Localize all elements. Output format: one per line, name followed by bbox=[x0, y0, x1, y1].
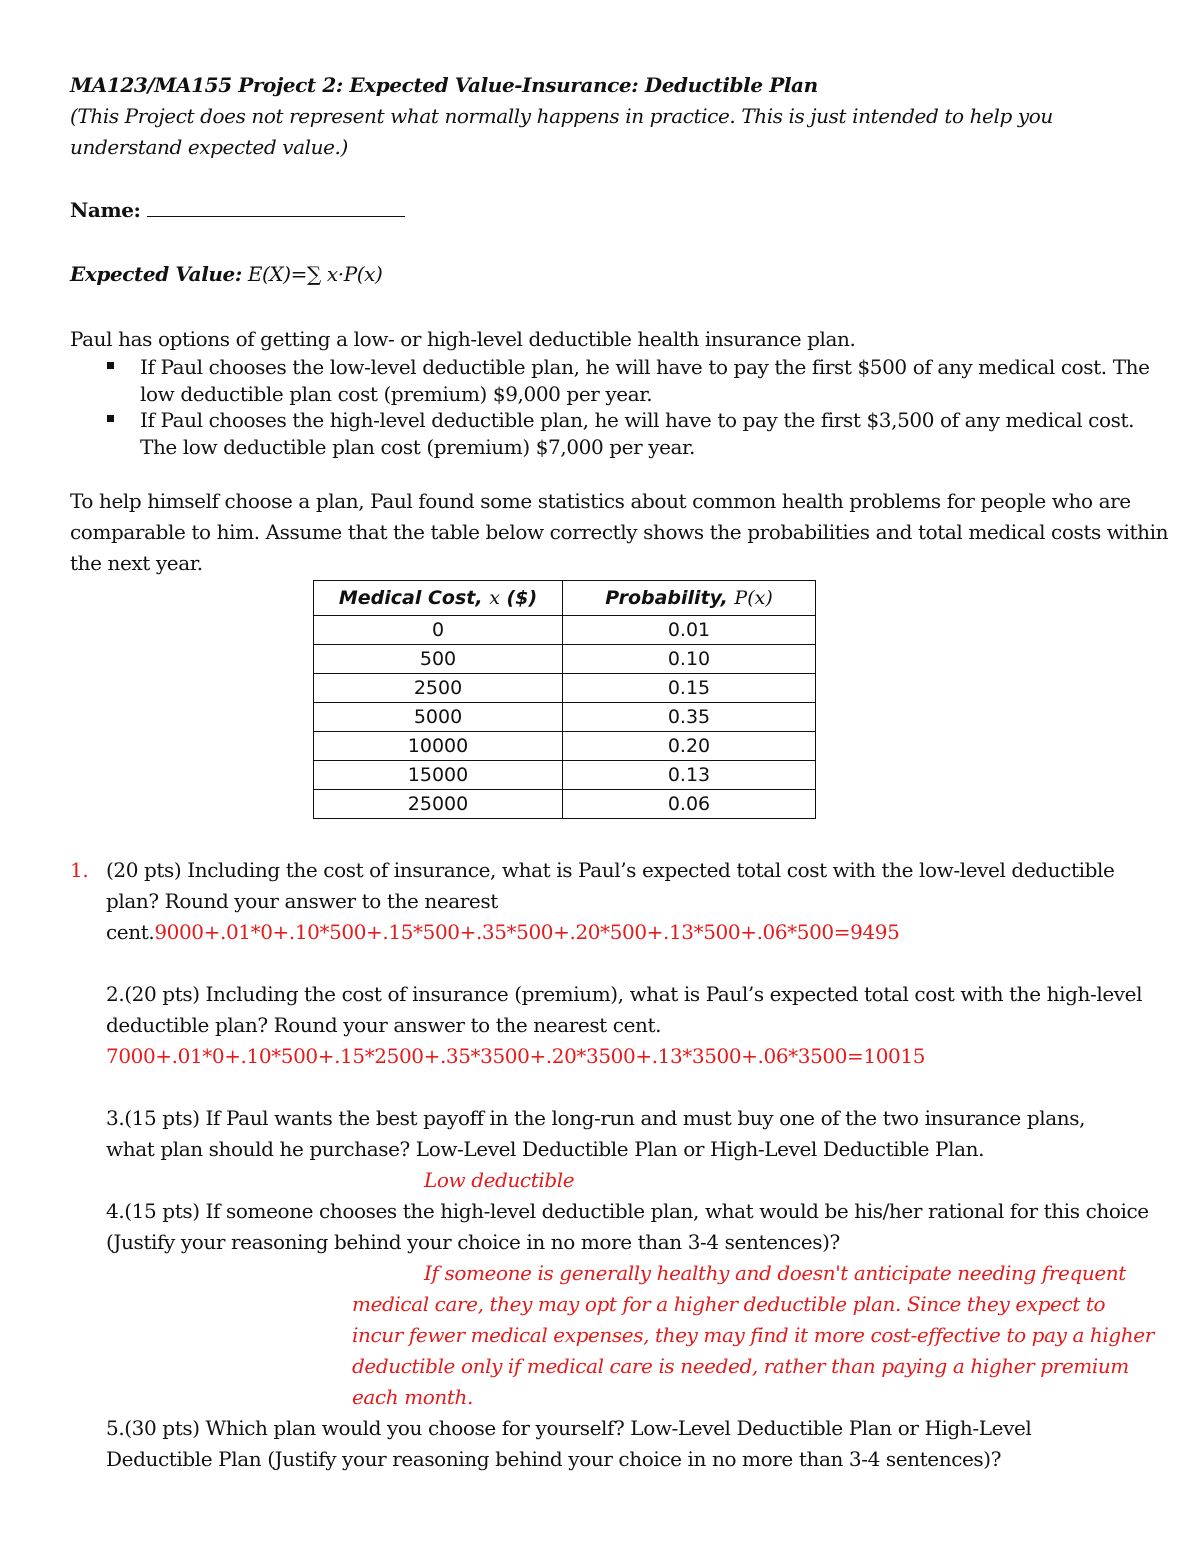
header-probability: Probability, P(x) bbox=[563, 581, 816, 616]
q3-line-1: 3.(15 pts) If Paul wants the best payoff in the long-run and must buy one of the two insurance plans, bbox=[106, 1106, 1086, 1130]
q4-answer-line-4: deductible only if medical care is needed, rather than paying a higher premium bbox=[352, 1354, 1129, 1378]
table-row bbox=[314, 616, 816, 645]
paragraph-line-2: comparable to him. Assume that the table below correctly shows the probabilities and total medical costs within bbox=[70, 520, 1169, 544]
probability-cell: 0.35 bbox=[563, 703, 816, 732]
cost-cell: 5000 bbox=[314, 703, 563, 732]
name-label: Name: bbox=[70, 198, 141, 222]
probability-cell: 0.20 bbox=[563, 732, 816, 761]
q4-answer-line-1: If someone is generally healthy and doesn't anticipate needing frequent bbox=[424, 1261, 1126, 1285]
expected-value-formula-line bbox=[70, 261, 382, 287]
expected-value-label: Expected Value: bbox=[70, 262, 242, 286]
header-medical-cost: Medical Cost, x ($) bbox=[314, 581, 563, 616]
name-field[interactable] bbox=[70, 197, 405, 223]
subtitle-line-1: (This Project does not represent what normally happens in practice. This is just intended to help you bbox=[70, 104, 1053, 128]
q1-line-1: (20 pts) Including the cost of insurance, what is Paul’s expected total cost with the low-level deductible bbox=[106, 858, 1115, 882]
probability-cell: 0.10 bbox=[563, 645, 816, 674]
table-row bbox=[314, 732, 816, 761]
probability-cell: 0.13 bbox=[563, 761, 816, 790]
cost-cell: 10000 bbox=[314, 732, 563, 761]
table-row bbox=[314, 703, 816, 732]
q4-answer-line-5: each month. bbox=[352, 1385, 473, 1409]
q4-answer-line-2: medical care, they may opt for a higher deductible plan. Since they expect to bbox=[352, 1292, 1106, 1316]
q4-line-2: (Justify your reasoning behind your choice in no more than 3-4 sentences)? bbox=[106, 1230, 840, 1254]
q5-line-2: Deductible Plan (Justify your reasoning behind your choice in no more than 3-4 sentences)? bbox=[106, 1447, 1002, 1471]
paragraph-line-1: To help himself choose a plan, Paul found some statistics about common health problems for people who are bbox=[70, 489, 1131, 513]
q3-line-2: what plan should he purchase? Low-Level Deductible Plan or High-Level Deductible Plan. bbox=[106, 1137, 985, 1161]
document-title: MA123/MA155 Project 2: Expected Value-Insurance: Deductible Plan bbox=[70, 73, 818, 97]
q2-answer: 7000+.01*0+.10*500+.15*2500+.35*3500+.20*3500+.13*3500+.06*3500=10015 bbox=[106, 1044, 926, 1068]
cost-cell: 2500 bbox=[314, 674, 563, 703]
cost-cell: 500 bbox=[314, 645, 563, 674]
probability-cell: 0.06 bbox=[563, 790, 816, 819]
intro-text: Paul has options of getting a low- or high-level deductible health insurance plan. bbox=[70, 327, 856, 351]
table-row bbox=[314, 790, 816, 819]
bullet-marker-1 bbox=[107, 362, 114, 369]
paragraph-line-3: the next year. bbox=[70, 551, 203, 575]
q1-line-3 bbox=[106, 919, 899, 945]
expected-value-formula: E(X)=∑ x·P(x) bbox=[247, 262, 383, 286]
q1-number: 1. bbox=[70, 858, 89, 882]
q5-line-1: 5.(30 pts) Which plan would you choose for yourself? Low-Level Deductible Plan or High-Level bbox=[106, 1416, 1032, 1440]
probability-cell: 0.15 bbox=[563, 674, 816, 703]
bullet-marker-2 bbox=[107, 415, 114, 422]
q1-prefix: cent. bbox=[106, 920, 155, 944]
bullet-2-line-2: The low deductible plan cost (premium) $7,000 per year. bbox=[140, 435, 695, 459]
table-row bbox=[314, 645, 816, 674]
cost-cell: 15000 bbox=[314, 761, 563, 790]
bullet-1-line-1: If Paul chooses the low-level deductible plan, he will have to pay the first $500 of any medical cost. The bbox=[140, 355, 1150, 379]
name-blank-line[interactable] bbox=[147, 198, 405, 217]
subtitle-line-2: understand expected value.) bbox=[70, 135, 348, 159]
medical-cost-table bbox=[313, 580, 816, 819]
q1-line-2: plan? Round your answer to the nearest bbox=[106, 889, 498, 913]
q2-line-1: 2.(20 pts) Including the cost of insurance (premium), what is Paul’s expected total cost with the high-level bbox=[106, 982, 1143, 1006]
q1-answer: 9000+.01*0+.10*500+.15*500+.35*500+.20*500+.13*500+.06*500=9495 bbox=[154, 920, 900, 944]
table-row bbox=[314, 761, 816, 790]
q4-answer-line-3: incur fewer medical expenses, they may find it more cost-effective to pay a higher bbox=[352, 1323, 1154, 1347]
table-header-row bbox=[314, 581, 816, 616]
q4-line-1: 4.(15 pts) If someone chooses the high-level deductible plan, what would be his/her rational for this choice bbox=[106, 1199, 1149, 1223]
cost-cell: 0 bbox=[314, 616, 563, 645]
bullet-1-line-2: low deductible plan cost (premium) $9,000 per year. bbox=[140, 382, 653, 406]
table-row bbox=[314, 674, 816, 703]
q3-answer: Low deductible bbox=[424, 1168, 575, 1192]
cost-cell: 25000 bbox=[314, 790, 563, 819]
q2-line-2: deductible plan? Round your answer to the nearest cent. bbox=[106, 1013, 662, 1037]
probability-cell: 0.01 bbox=[563, 616, 816, 645]
bullet-2-line-1: If Paul chooses the high-level deductible plan, he will have to pay the first $3,500 of any medical cost. bbox=[140, 408, 1135, 432]
